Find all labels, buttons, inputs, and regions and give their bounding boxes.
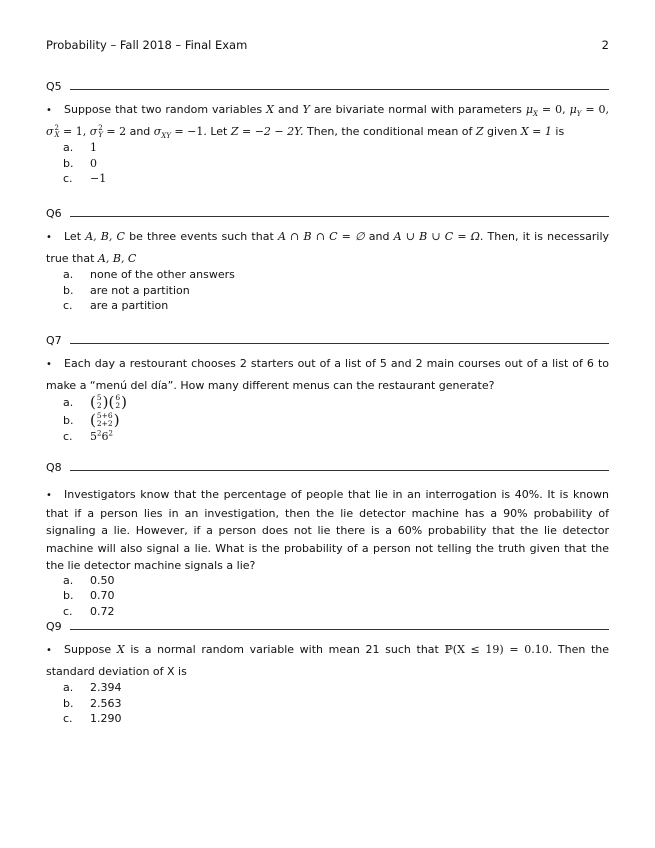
question-text: • Each day a restourant chooses 2 starters out of a list of 5 and 2 main courses out of a list of 6 to make a “menú del día”. How many different menus can the restaurant generate? bbox=[46, 357, 609, 392]
question-header bbox=[46, 334, 609, 350]
answer-options bbox=[46, 680, 609, 727]
question-divider bbox=[70, 89, 609, 90]
bullet: • bbox=[46, 490, 52, 501]
option-b[interactable]: b. 0 bbox=[63, 156, 97, 170]
answer-options bbox=[46, 140, 609, 187]
option-b[interactable]: b. are not a partition bbox=[63, 283, 190, 297]
question-label: Q6 bbox=[46, 207, 62, 220]
option-a[interactable]: a. 1 bbox=[63, 141, 97, 154]
page-header bbox=[46, 38, 609, 52]
option-a[interactable]: a. none of the other answers bbox=[63, 268, 235, 281]
bullet: • bbox=[46, 232, 52, 243]
question-header bbox=[46, 207, 609, 223]
binomial-coefficient: ( 5 2 ) bbox=[90, 392, 109, 411]
binomial-coefficient: ( 5+6 2+2 ) bbox=[90, 410, 120, 429]
question-label: Q5 bbox=[46, 80, 62, 93]
option-b[interactable]: b. 2.563 bbox=[63, 696, 122, 710]
question-divider bbox=[70, 629, 609, 630]
question-text: • Suppose that two random variables X and Y are bivariate normal with parameters $\mu_X = 0$, $\mu_Y = 0$, σ 2 X = 1, σ 2 Y = 2 and $\sigma_{XY} = -1$. Let Z = −2 − 2Y. Then, the conditional mean of Z given X = 1 is bbox=[46, 103, 609, 140]
question-9 bbox=[46, 620, 609, 727]
option-b[interactable]: b. 0.70 bbox=[63, 589, 115, 602]
question-6 bbox=[46, 207, 609, 314]
answer-options bbox=[46, 267, 609, 314]
question-header bbox=[46, 80, 609, 96]
option-a[interactable]: a. ( 5 2 ) ( 6 2 ) bbox=[63, 392, 127, 411]
option-a[interactable]: a. 2.394 bbox=[63, 681, 122, 694]
question-5 bbox=[46, 80, 609, 187]
header-title: Probability – Fall 2018 – Final Exam bbox=[46, 38, 248, 52]
question-divider bbox=[70, 216, 609, 217]
option-c[interactable]: c. $5^26^2$ bbox=[63, 429, 113, 443]
bullet: • bbox=[46, 645, 52, 656]
option-b[interactable]: b. ( 5+6 2+2 ) bbox=[63, 410, 120, 429]
question-header bbox=[46, 461, 609, 477]
question-text: • Let A, B, C be three events such that A ∩ B ∩ C = ∅ and A ∪ B ∪ C = Ω. Then, it is necessarily true that A, B, C bbox=[46, 230, 610, 265]
question-label: Q9 bbox=[46, 620, 62, 633]
question-label: Q8 bbox=[46, 461, 62, 474]
option-a[interactable]: a. 0.50 bbox=[63, 573, 115, 587]
binomial-coefficient: ( 6 2 ) bbox=[108, 392, 127, 411]
question-divider bbox=[70, 343, 609, 344]
question-header bbox=[46, 620, 609, 636]
option-c[interactable]: c. 1.290 bbox=[63, 712, 122, 725]
question-text: • Investigators know that the percentage of people that lie in an interrogation is 40%. It is known that if a person lies in an investigation, then the lie detector machine has a 90% probability of signaling a lie. However, if a person does not lie there is a 60% probability that the lie detector machine will also signal a lie. What is the probability of a person not telling the truth given that the the lie detector machine signals a lie? bbox=[46, 488, 609, 572]
bullet: • bbox=[46, 359, 52, 370]
question-text: • Suppose X is a normal random variable with mean 21 such that ℙ(X ≤ 19) = 0.10. Then the standard deviation of X is bbox=[46, 643, 610, 678]
question-divider bbox=[70, 470, 609, 471]
page-number: 2 bbox=[601, 38, 609, 52]
answer-options bbox=[46, 394, 609, 445]
option-c[interactable]: c. are a partition bbox=[63, 299, 169, 312]
option-c[interactable]: c. 0.72 bbox=[63, 604, 115, 618]
option-c[interactable]: c. −1 bbox=[63, 172, 107, 185]
answer-options bbox=[46, 573, 609, 620]
bullet: • bbox=[46, 105, 52, 116]
question-label: Q7 bbox=[46, 334, 62, 347]
question-7 bbox=[46, 334, 609, 445]
question-8 bbox=[46, 461, 609, 619]
